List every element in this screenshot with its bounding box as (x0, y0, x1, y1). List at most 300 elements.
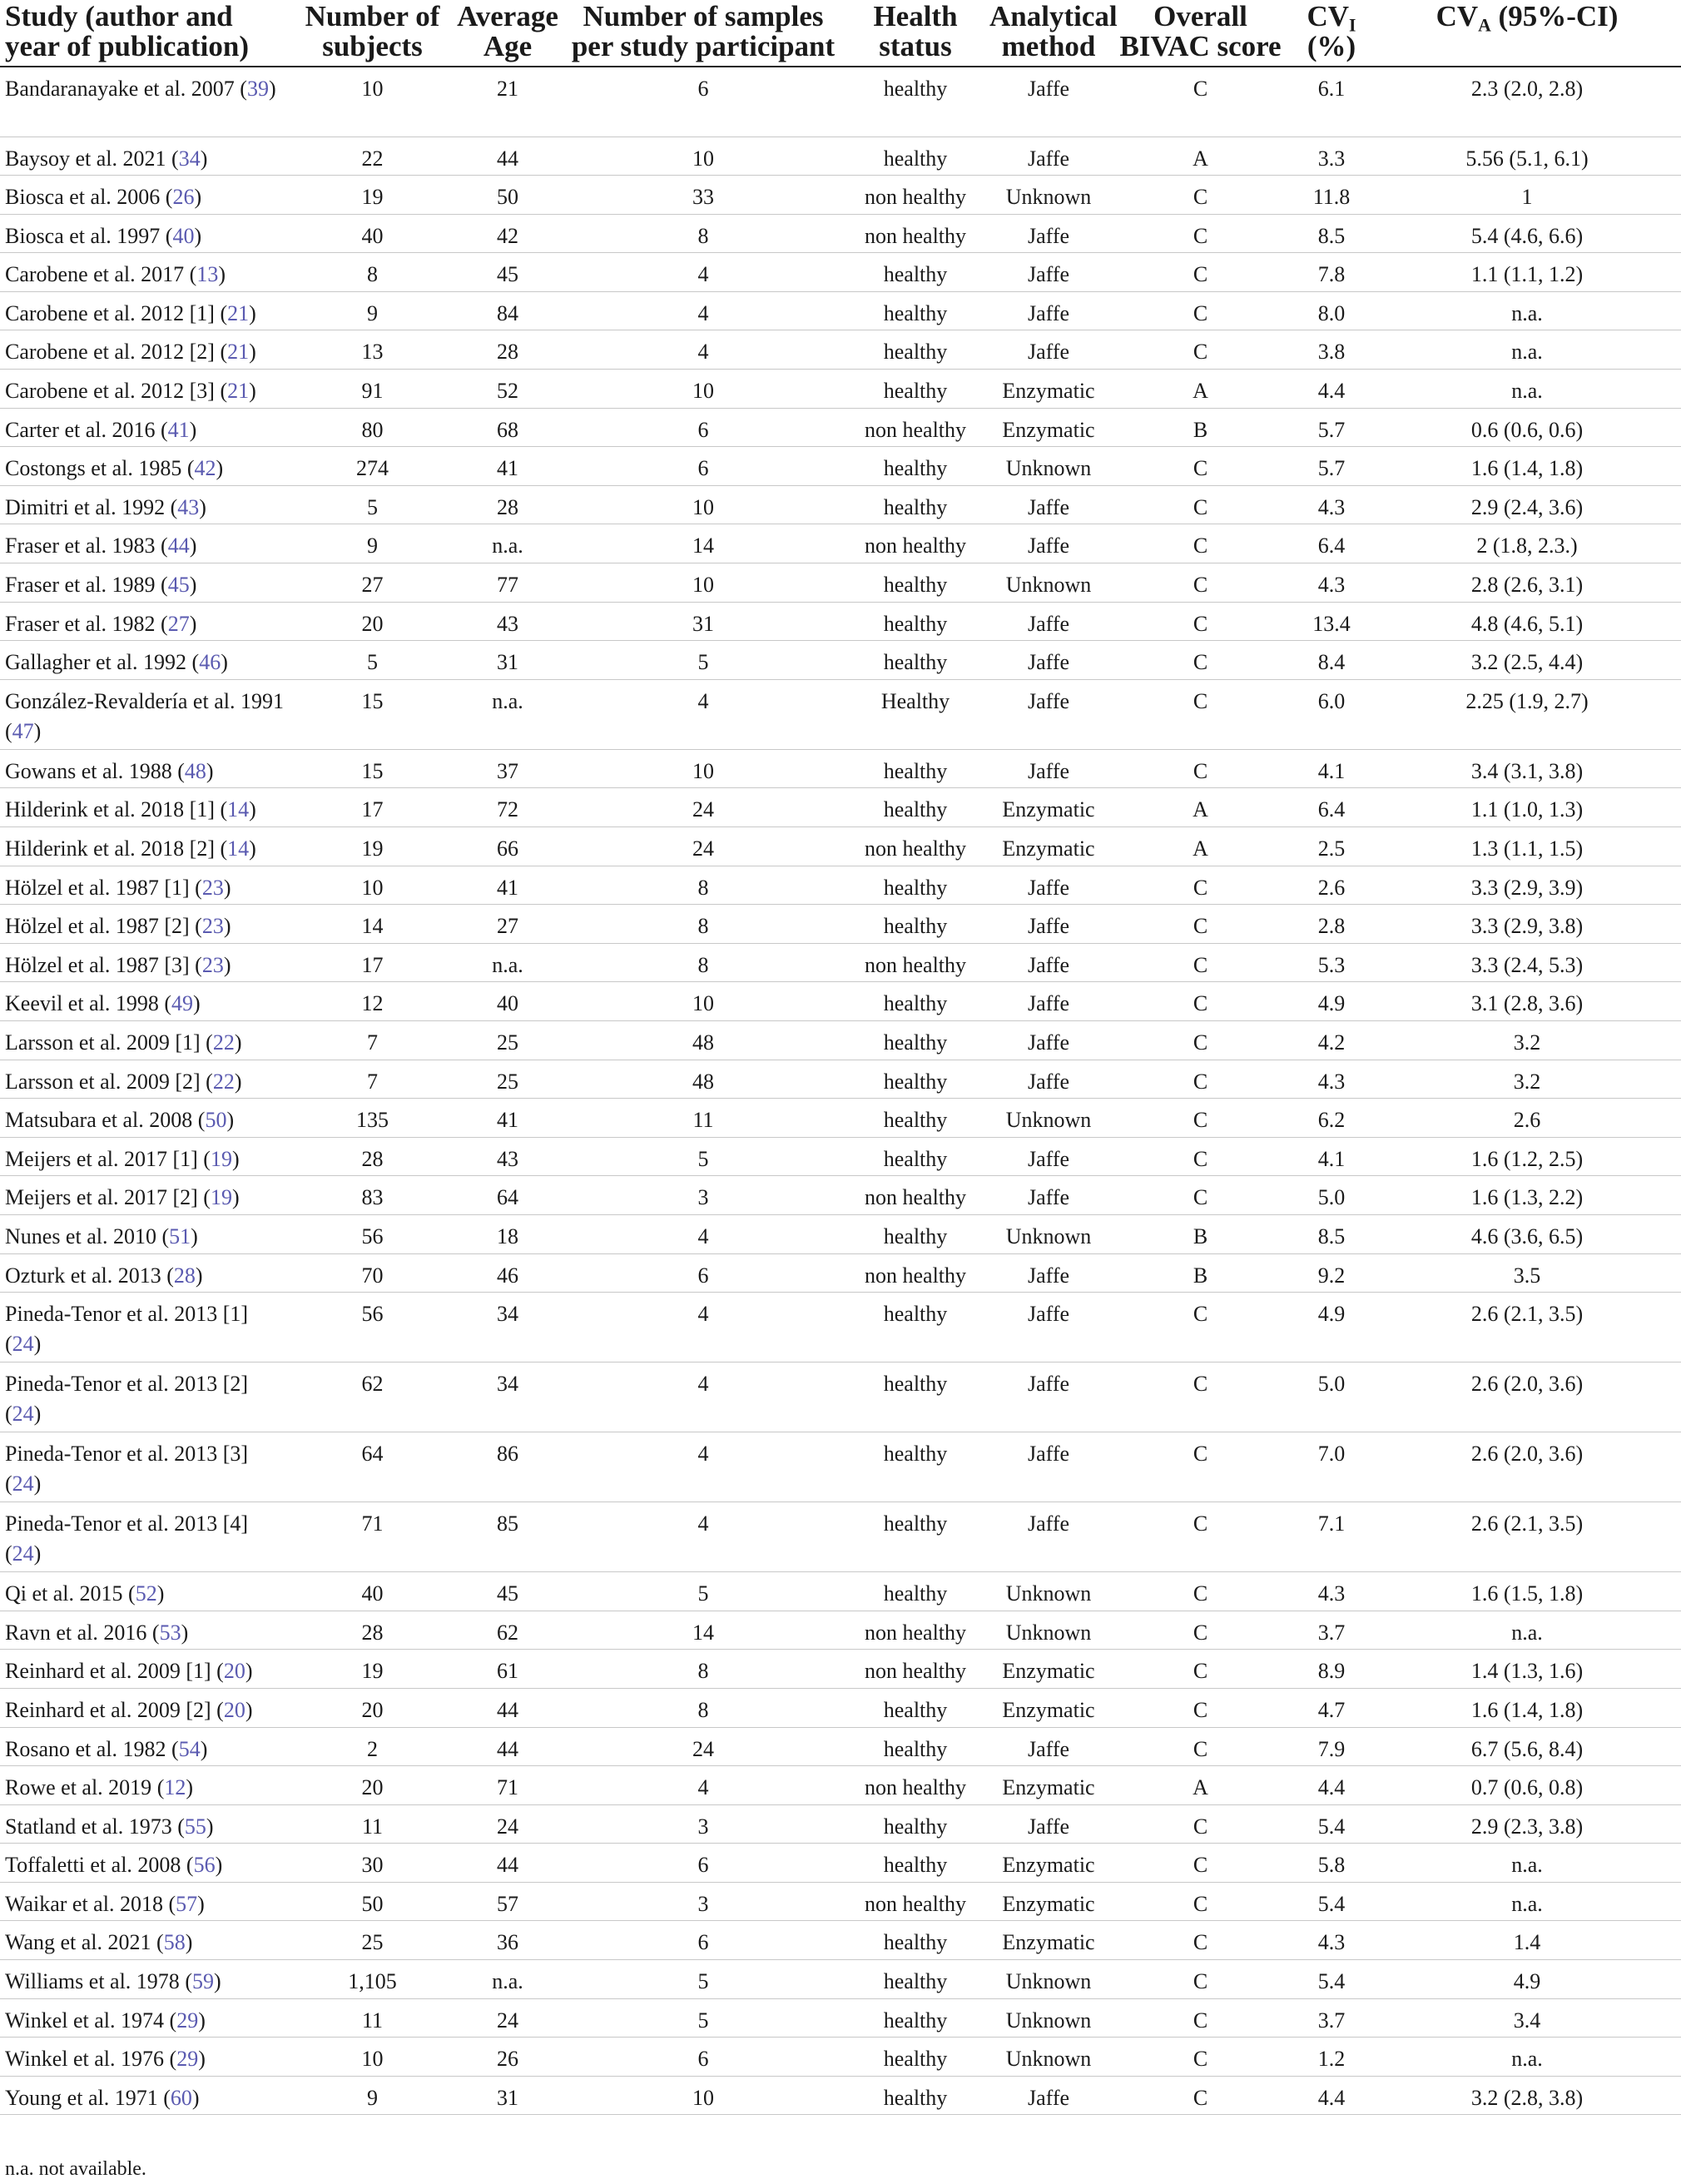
cell-subjects: 71 (291, 1502, 454, 1572)
reference-link[interactable]: 26 (172, 185, 195, 210)
reference-link[interactable]: 14 (227, 836, 250, 861)
cell-samples: 3 (562, 1804, 845, 1844)
cell-method: Enzymatic (986, 1921, 1111, 1960)
header-cvi (1290, 0, 1373, 67)
header-age: Average Age (454, 0, 562, 67)
table-row (0, 485, 1681, 524)
cell-cva: 1.6 (1.4, 1.8) (1373, 1688, 1681, 1727)
cell-health: healthy (845, 1727, 986, 1766)
cell-age: 45 (454, 253, 562, 292)
cell-cvi: 7.8 (1290, 253, 1373, 292)
cell-subjects: 20 (291, 1688, 454, 1727)
cell-method: Jaffe (986, 330, 1111, 370)
cell-bivac: C (1111, 905, 1290, 944)
cell-samples: 6 (562, 67, 845, 136)
cell-health: non healthy (845, 214, 986, 253)
cell-cva: 3.2 (1373, 1060, 1681, 1099)
reference-link[interactable]: 29 (176, 2008, 199, 2033)
study-name: Ravn et al. 2016 (5, 1620, 152, 1645)
table-row (0, 1960, 1681, 1999)
cell-cva: 1.6 (1.3, 2.2) (1373, 1176, 1681, 1215)
reference-link[interactable]: 13 (196, 262, 219, 287)
reference-link[interactable]: 24 (12, 1332, 34, 1357)
study-name: Carobene et al. 2012 [2] (5, 340, 221, 365)
cell-bivac: C (1111, 1998, 1290, 2038)
cell-subjects: 17 (291, 788, 454, 827)
reference-link[interactable]: 55 (184, 1814, 206, 1839)
cell-cvi: 4.4 (1290, 1766, 1373, 1805)
cell-bivac: C (1111, 1020, 1290, 1060)
cell-age: 40 (454, 982, 562, 1021)
cell-study: Ozturk et al. 2013 (28) (0, 1253, 291, 1293)
table-row (0, 1804, 1681, 1844)
cell-health: healthy (845, 1293, 986, 1363)
cell-age: 27 (454, 905, 562, 944)
cell-cva: 3.2 (2.5, 4.4) (1373, 641, 1681, 680)
cell-subjects: 25 (291, 1921, 454, 1960)
cell-study: Gowans et al. 1988 (48) (0, 749, 291, 788)
cell-health: non healthy (845, 1766, 986, 1805)
cell-method: Enzymatic (986, 1688, 1111, 1727)
study-name: Pineda-Tenor et al. 2013 [3] (5, 1442, 249, 1467)
reference-link[interactable]: 49 (171, 991, 194, 1016)
cell-method: Unknown (986, 1099, 1111, 1138)
header-cvi-main: CV (1307, 0, 1350, 32)
cell-age: 86 (454, 1432, 562, 1502)
cell-cvi: 6.4 (1290, 524, 1373, 563)
cell-method: Unknown (986, 176, 1111, 215)
cell-age: 85 (454, 1502, 562, 1572)
cell-method: Unknown (986, 563, 1111, 603)
reference-link[interactable]: 12 (164, 1775, 186, 1800)
cell-samples: 31 (562, 602, 845, 641)
table-body (0, 67, 1681, 2115)
cell-cvi: 4.4 (1290, 370, 1373, 409)
cell-study: Carobene et al. 2012 [1] (21) (0, 291, 291, 330)
cell-cvi: 4.9 (1290, 1293, 1373, 1363)
cell-bivac: C (1111, 1804, 1290, 1844)
cell-subjects: 17 (291, 943, 454, 982)
cell-method: Enzymatic (986, 1882, 1111, 1921)
cell-bivac: C (1111, 1882, 1290, 1921)
cell-cvi: 4.3 (1290, 1921, 1373, 1960)
cell-cva: 1.6 (1.2, 2.5) (1373, 1137, 1681, 1176)
cell-cvi: 4.3 (1290, 485, 1373, 524)
cell-health: non healthy (845, 1176, 986, 1215)
cell-method: Unknown (986, 447, 1111, 486)
study-name: Pineda-Tenor et al. 2013 [2] (5, 1372, 249, 1397)
cell-bivac: C (1111, 2038, 1290, 2077)
cell-subjects: 7 (291, 1060, 454, 1099)
reference-link[interactable]: 22 (212, 1030, 235, 1055)
reference-link[interactable]: 43 (177, 494, 200, 519)
cell-cva: 3.4 (1373, 1998, 1681, 2038)
cell-samples: 8 (562, 905, 845, 944)
cell-bivac: C (1111, 1060, 1290, 1099)
cell-samples: 6 (562, 1921, 845, 1960)
reference-link[interactable]: 20 (223, 1659, 245, 1684)
cell-method: Jaffe (986, 1293, 1111, 1363)
cell-age: 25 (454, 1020, 562, 1060)
cell-samples: 10 (562, 2076, 845, 2115)
cell-study: Hölzel et al. 1987 [3] (23) (0, 943, 291, 982)
cell-cva: 4.8 (4.6, 5.1) (1373, 602, 1681, 641)
reference-link[interactable]: 21 (227, 300, 250, 325)
cell-bivac: C (1111, 866, 1290, 905)
reference-link[interactable]: 27 (167, 611, 190, 636)
cell-cvi: 1.2 (1290, 2038, 1373, 2077)
table-row (0, 1293, 1681, 1363)
cell-cvi: 5.4 (1290, 1882, 1373, 1921)
cell-bivac: C (1111, 1176, 1290, 1215)
reference-link[interactable]: 14 (227, 797, 250, 822)
study-name: Pineda-Tenor et al. 2013 [1] (5, 1302, 249, 1327)
cell-health: non healthy (845, 827, 986, 866)
cell-subjects: 5 (291, 485, 454, 524)
table-row (0, 1020, 1681, 1060)
table-row (0, 1176, 1681, 1215)
reference-link[interactable]: 52 (135, 1581, 157, 1606)
cell-bivac: A (1111, 1766, 1290, 1805)
cell-samples: 4 (562, 330, 845, 370)
cell-cva: 2.9 (2.4, 3.6) (1373, 485, 1681, 524)
reference-link[interactable]: 59 (191, 1969, 214, 1994)
cell-samples: 4 (562, 253, 845, 292)
cell-bivac: C (1111, 1650, 1290, 1689)
cell-cva: 2.6 (1373, 1099, 1681, 1138)
cell-health: healthy (845, 1921, 986, 1960)
cell-method: Jaffe (986, 905, 1111, 944)
reference-link[interactable]: 53 (159, 1620, 181, 1645)
cell-method: Jaffe (986, 214, 1111, 253)
cell-study: Costongs et al. 1985 (42) (0, 447, 291, 486)
header-cva (1373, 0, 1681, 67)
cell-study: Pineda-Tenor et al. 2013 [2] (24) (0, 1363, 291, 1432)
cell-cva: 2.6 (2.1, 3.5) (1373, 1293, 1681, 1363)
table-row (0, 1882, 1681, 1921)
reference-link[interactable]: 42 (194, 456, 216, 481)
table-row (0, 1253, 1681, 1293)
cell-age: 57 (454, 1882, 562, 1921)
study-name: Toffaletti et al. 2008 (5, 1853, 186, 1878)
table-row (0, 408, 1681, 447)
study-name: Rowe et al. 2019 (5, 1775, 157, 1800)
cell-cva: 3.3 (2.9, 3.9) (1373, 866, 1681, 905)
cell-health: healthy (845, 485, 986, 524)
cell-cvi: 5.3 (1290, 943, 1373, 982)
cell-study: Matsubara et al. 2008 (50) (0, 1099, 291, 1138)
reference-link[interactable]: 28 (173, 1263, 196, 1288)
cell-cvi: 4.3 (1290, 1572, 1373, 1611)
reference-link[interactable]: 24 (12, 1402, 34, 1427)
cell-bivac: C (1111, 447, 1290, 486)
cell-cvi: 4.1 (1290, 1137, 1373, 1176)
cell-method: Jaffe (986, 602, 1111, 641)
cell-health: healthy (845, 2038, 986, 2077)
cell-cva: 0.6 (0.6, 0.6) (1373, 408, 1681, 447)
reference-link[interactable]: 54 (178, 1736, 201, 1761)
cell-health: healthy (845, 330, 986, 370)
cell-health: healthy (845, 1688, 986, 1727)
table-row (0, 176, 1681, 215)
cell-samples: 5 (562, 1960, 845, 1999)
cell-age: 21 (454, 67, 562, 136)
reference-link[interactable]: 60 (170, 2085, 192, 2110)
cell-cva: 5.56 (5.1, 6.1) (1373, 136, 1681, 176)
cell-method: Jaffe (986, 1020, 1111, 1060)
study-name: Waikar et al. 2018 (5, 1891, 169, 1916)
cell-study: Carobene et al. 2012 [3] (21) (0, 370, 291, 409)
cell-cva: 2.6 (2.0, 3.6) (1373, 1432, 1681, 1502)
reference-link[interactable]: 23 (201, 952, 224, 977)
reference-link[interactable]: 47 (12, 718, 34, 743)
cell-method: Jaffe (986, 1253, 1111, 1293)
cell-bivac: C (1111, 1960, 1290, 1999)
cell-health: non healthy (845, 1882, 986, 1921)
cell-age: 45 (454, 1572, 562, 1611)
reference-link[interactable]: 24 (12, 1541, 34, 1566)
header-cva-sub: A (1478, 15, 1491, 36)
cell-method: Jaffe (986, 1060, 1111, 1099)
cell-study: Baysoy et al. 2021 (34) (0, 136, 291, 176)
cell-samples: 10 (562, 370, 845, 409)
cell-age: 34 (454, 1293, 562, 1363)
table-row (0, 866, 1681, 905)
cell-subjects: 15 (291, 679, 454, 749)
cell-samples: 48 (562, 1060, 845, 1099)
cell-age: 28 (454, 330, 562, 370)
cell-bivac: C (1111, 2076, 1290, 2115)
study-name: Hilderink et al. 2018 [1] (5, 797, 221, 822)
cell-health: healthy (845, 1960, 986, 1999)
cell-bivac: C (1111, 563, 1290, 603)
cell-age: n.a. (454, 943, 562, 982)
cell-subjects: 7 (291, 1020, 454, 1060)
cell-cva: 2.8 (2.6, 3.1) (1373, 563, 1681, 603)
cell-cvi: 6.1 (1290, 67, 1373, 136)
cell-health: non healthy (845, 1611, 986, 1650)
cell-study: Hilderink et al. 2018 [1] (14) (0, 788, 291, 827)
cell-method: Unknown (986, 1214, 1111, 1253)
cell-cvi: 6.4 (1290, 788, 1373, 827)
table-row (0, 253, 1681, 292)
header-row (0, 0, 1681, 67)
cell-study: Pineda-Tenor et al. 2013 [1] (24) (0, 1293, 291, 1363)
cell-age: n.a. (454, 524, 562, 563)
cell-age: 72 (454, 788, 562, 827)
reference-link[interactable]: 39 (246, 77, 269, 101)
cell-samples: 6 (562, 2038, 845, 2077)
cell-health: healthy (845, 641, 986, 680)
reference-link[interactable]: 20 (223, 1697, 245, 1722)
reference-link[interactable]: 19 (210, 1185, 232, 1210)
table-row (0, 1998, 1681, 2038)
cell-method: Unknown (986, 1611, 1111, 1650)
cell-bivac: A (1111, 827, 1290, 866)
cell-study: Meijers et al. 2017 [2] (19) (0, 1176, 291, 1215)
cell-cvi: 3.7 (1290, 1998, 1373, 2038)
cell-health: Healthy (845, 679, 986, 749)
cell-samples: 4 (562, 291, 845, 330)
cell-subjects: 62 (291, 1363, 454, 1432)
cell-method: Jaffe (986, 291, 1111, 330)
study-name: González-Revaldería et al. 1991 (5, 688, 284, 713)
cell-subjects: 40 (291, 214, 454, 253)
study-name: Dimitri et al. 1992 (5, 494, 171, 519)
cell-method: Enzymatic (986, 788, 1111, 827)
reference-link[interactable]: 21 (227, 340, 250, 365)
cell-cva: 3.3 (2.9, 3.8) (1373, 905, 1681, 944)
cell-cva: n.a. (1373, 1844, 1681, 1883)
study-name: Biosca et al. 1997 (5, 223, 166, 248)
cell-cvi: 2.8 (1290, 905, 1373, 944)
cell-age: 24 (454, 1804, 562, 1844)
cell-age: 84 (454, 291, 562, 330)
cell-study: Larsson et al. 2009 [1] (22) (0, 1020, 291, 1060)
reference-link[interactable]: 48 (184, 758, 206, 783)
cell-age: 44 (454, 1844, 562, 1883)
table-row (0, 827, 1681, 866)
reference-link[interactable]: 23 (201, 875, 224, 900)
cell-subjects: 40 (291, 1572, 454, 1611)
reference-link[interactable]: 22 (212, 1069, 235, 1094)
reference-link[interactable]: 51 (169, 1224, 191, 1248)
cell-cvi: 9.2 (1290, 1253, 1373, 1293)
cell-age: 62 (454, 1611, 562, 1650)
cell-cvi: 4.3 (1290, 1060, 1373, 1099)
cell-samples: 3 (562, 1176, 845, 1215)
table-row (0, 1688, 1681, 1727)
cell-health: healthy (845, 136, 986, 176)
cell-subjects: 91 (291, 370, 454, 409)
cell-cvi: 3.7 (1290, 1611, 1373, 1650)
cell-cvi: 5.7 (1290, 408, 1373, 447)
cell-subjects: 19 (291, 827, 454, 866)
cell-study: Larsson et al. 2009 [2] (22) (0, 1060, 291, 1099)
cell-bivac: C (1111, 1611, 1290, 1650)
cell-cva: 1.1 (1.1, 1.2) (1373, 253, 1681, 292)
cell-age: 37 (454, 749, 562, 788)
cell-study: Hölzel et al. 1987 [2] (23) (0, 905, 291, 944)
cell-study: Winkel et al. 1976 (29) (0, 2038, 291, 2077)
cell-method: Jaffe (986, 866, 1111, 905)
cell-cvi: 3.3 (1290, 136, 1373, 176)
cell-subjects: 11 (291, 1804, 454, 1844)
cell-bivac: C (1111, 1502, 1290, 1572)
cell-subjects: 10 (291, 2038, 454, 2077)
cell-health: healthy (845, 1572, 986, 1611)
cell-health: healthy (845, 1363, 986, 1432)
cell-bivac: C (1111, 982, 1290, 1021)
cell-cvi: 5.0 (1290, 1363, 1373, 1432)
cell-subjects: 14 (291, 905, 454, 944)
table-row (0, 788, 1681, 827)
study-name: Keevil et al. 1998 (5, 991, 165, 1016)
cell-samples: 6 (562, 408, 845, 447)
cell-study: Biosca et al. 2006 (26) (0, 176, 291, 215)
reference-link[interactable]: 44 (167, 534, 190, 558)
study-name: Carobene et al. 2017 (5, 262, 190, 287)
cell-method: Unknown (986, 1572, 1111, 1611)
cell-health: healthy (845, 1804, 986, 1844)
cell-subjects: 135 (291, 1099, 454, 1138)
reference-link[interactable]: 29 (176, 2047, 199, 2072)
cell-bivac: C (1111, 1844, 1290, 1883)
cell-study: Ravn et al. 2016 (53) (0, 1611, 291, 1650)
cell-subjects: 22 (291, 136, 454, 176)
study-name: Fraser et al. 1983 (5, 534, 161, 558)
cell-age: 68 (454, 408, 562, 447)
reference-link[interactable]: 34 (178, 146, 201, 171)
reference-link[interactable]: 41 (167, 417, 190, 442)
cell-subjects: 30 (291, 1844, 454, 1883)
cell-samples: 5 (562, 1998, 845, 2038)
cell-cvi: 7.1 (1290, 1502, 1373, 1572)
cell-method: Enzymatic (986, 1766, 1111, 1805)
cell-samples: 10 (562, 749, 845, 788)
cell-bivac: C (1111, 1572, 1290, 1611)
cell-samples: 10 (562, 563, 845, 603)
cell-subjects: 274 (291, 447, 454, 486)
cell-study: Meijers et al. 2017 [1] (19) (0, 1137, 291, 1176)
cell-samples: 24 (562, 788, 845, 827)
cell-health: healthy (845, 602, 986, 641)
reference-link[interactable]: 19 (210, 1146, 232, 1171)
cell-samples: 24 (562, 1727, 845, 1766)
cell-cva: n.a. (1373, 370, 1681, 409)
cell-samples: 5 (562, 1137, 845, 1176)
reference-link[interactable]: 21 (227, 379, 250, 404)
cell-samples: 6 (562, 447, 845, 486)
cell-cva: n.a. (1373, 2038, 1681, 2077)
cell-cva: 2.3 (2.0, 2.8) (1373, 67, 1681, 136)
study-name: Meijers et al. 2017 [1] (5, 1146, 204, 1171)
reference-link[interactable]: 40 (172, 223, 195, 248)
table-row (0, 1060, 1681, 1099)
reference-link[interactable]: 46 (199, 650, 221, 675)
cell-subjects: 28 (291, 1137, 454, 1176)
study-name: Fraser et al. 1982 (5, 611, 161, 636)
cell-health: healthy (845, 370, 986, 409)
reference-link[interactable]: 23 (201, 914, 224, 939)
cell-method: Jaffe (986, 1176, 1111, 1215)
cell-samples: 8 (562, 1688, 845, 1727)
cell-study: Hölzel et al. 1987 [1] (23) (0, 866, 291, 905)
reference-link[interactable]: 50 (205, 1108, 227, 1133)
cell-samples: 8 (562, 943, 845, 982)
cell-age: 41 (454, 1099, 562, 1138)
cell-health: non healthy (845, 1253, 986, 1293)
cell-cvi: 5.4 (1290, 1804, 1373, 1844)
reference-link[interactable]: 45 (167, 573, 190, 598)
study-name: Fraser et al. 1989 (5, 573, 161, 598)
table-row (0, 2076, 1681, 2115)
cell-health: non healthy (845, 176, 986, 215)
cell-method: Jaffe (986, 1727, 1111, 1766)
cell-study: Statland et al. 1973 (55) (0, 1804, 291, 1844)
cell-study: Keevil et al. 1998 (49) (0, 982, 291, 1021)
reference-link[interactable]: 24 (12, 1472, 34, 1497)
reference-link[interactable]: 56 (193, 1853, 216, 1878)
cell-cvi: 8.9 (1290, 1650, 1373, 1689)
study-name: Hölzel et al. 1987 [1] (5, 875, 196, 900)
cell-samples: 33 (562, 176, 845, 215)
reference-link[interactable]: 57 (176, 1891, 198, 1916)
cell-cvi: 13.4 (1290, 602, 1373, 641)
cell-cva: 1.6 (1.5, 1.8) (1373, 1572, 1681, 1611)
reference-link[interactable]: 58 (163, 1930, 186, 1955)
cell-study: Rowe et al. 2019 (12) (0, 1766, 291, 1805)
